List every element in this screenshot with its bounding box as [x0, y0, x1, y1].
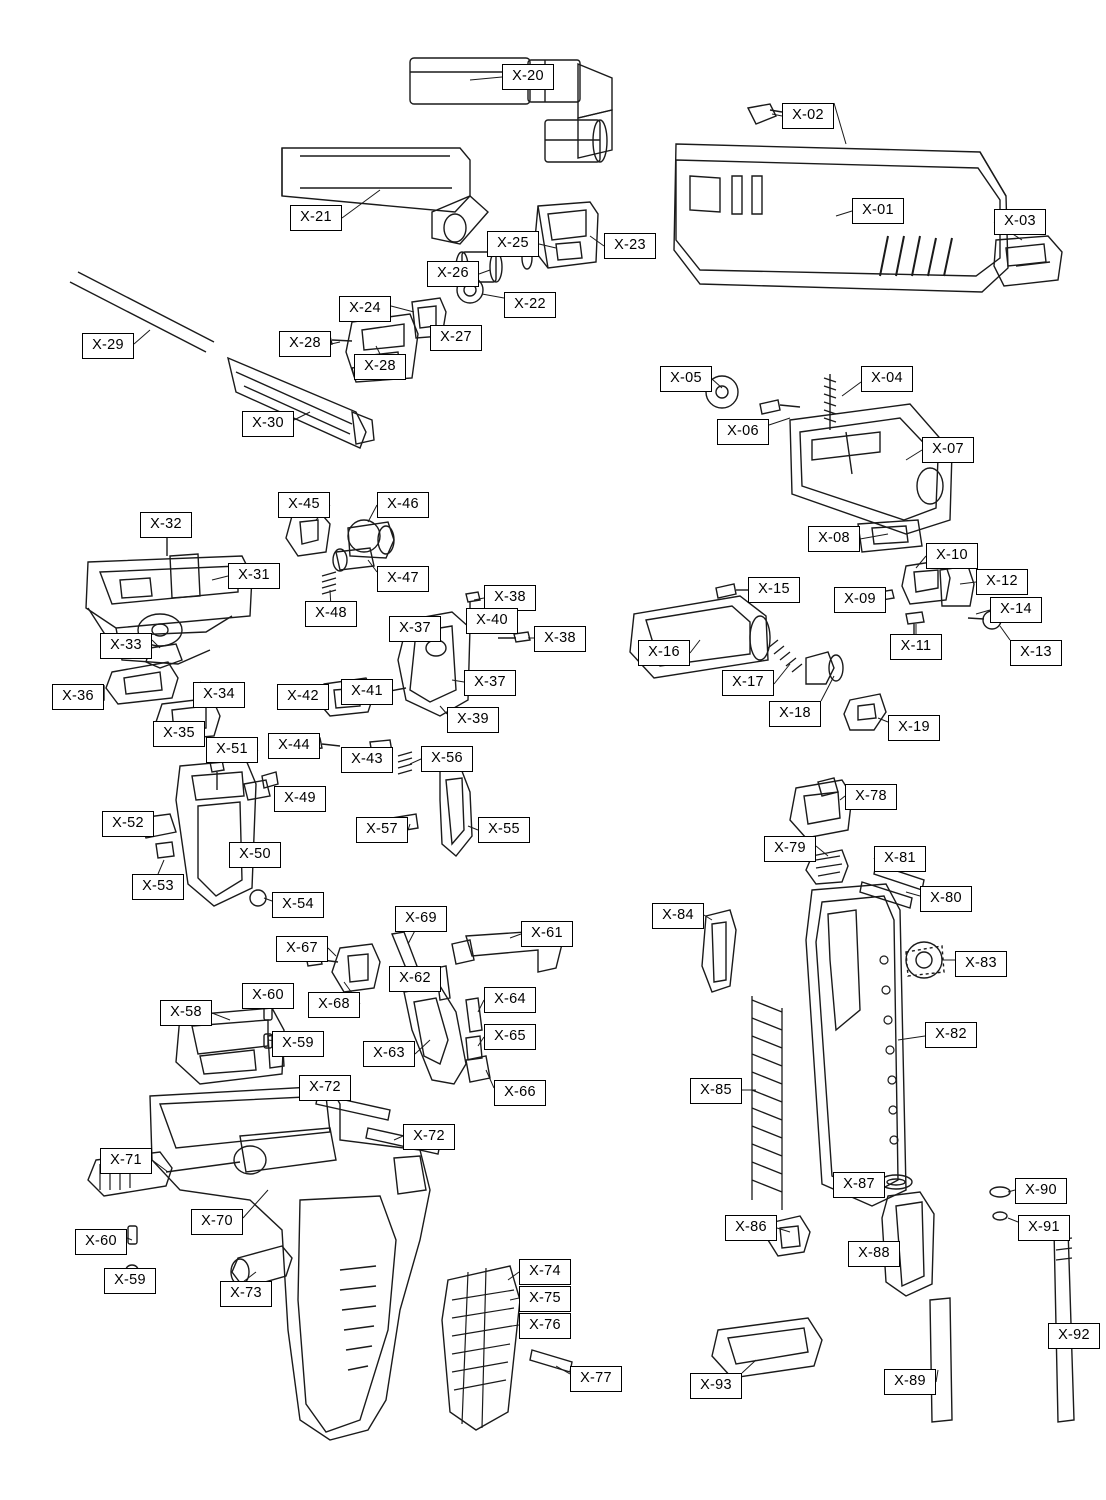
- part-callout-x-68: X-68: [308, 992, 360, 1018]
- part-callout-x-91: X-91: [1018, 1215, 1070, 1241]
- part-callout-x-81: X-81: [874, 846, 926, 872]
- part-callout-x-29: X-29: [82, 333, 134, 359]
- part-callout-x-59: X-59: [104, 1268, 156, 1294]
- part-callout-x-71: X-71: [100, 1148, 152, 1174]
- part-callout-x-40: X-40: [466, 608, 518, 634]
- part-callout-x-85: X-85: [690, 1078, 742, 1104]
- part-callout-x-87: X-87: [833, 1172, 885, 1198]
- part-callout-x-69: X-69: [395, 906, 447, 932]
- part-callout-x-77: X-77: [570, 1366, 622, 1392]
- part-callout-x-11: X-11: [890, 634, 942, 660]
- part-callout-x-58: X-58: [160, 1000, 212, 1026]
- part-callout-x-86: X-86: [725, 1215, 777, 1241]
- part-callout-x-39: X-39: [447, 707, 499, 733]
- part-callout-x-62: X-62: [389, 966, 441, 992]
- part-callout-x-47: X-47: [377, 566, 429, 592]
- part-callout-x-22: X-22: [504, 292, 556, 318]
- part-callout-x-33: X-33: [100, 633, 152, 659]
- part-callout-x-89: X-89: [884, 1369, 936, 1395]
- part-callout-x-08: X-08: [808, 526, 860, 552]
- part-callout-x-30: X-30: [242, 411, 294, 437]
- part-callout-x-15: X-15: [748, 577, 800, 603]
- part-callout-x-27: X-27: [430, 325, 482, 351]
- part-callout-x-82: X-82: [925, 1022, 977, 1048]
- part-callout-x-74: X-74: [519, 1259, 571, 1285]
- part-callout-x-61: X-61: [521, 921, 573, 947]
- part-callout-x-70: X-70: [191, 1209, 243, 1235]
- part-callout-x-60: X-60: [242, 983, 294, 1009]
- part-callout-x-48: X-48: [305, 601, 357, 627]
- part-callout-x-16: X-16: [638, 640, 690, 666]
- part-callout-x-38: X-38: [484, 585, 536, 611]
- part-callout-x-73: X-73: [220, 1281, 272, 1307]
- part-callout-x-72: X-72: [299, 1075, 351, 1101]
- part-callout-x-84: X-84: [652, 903, 704, 929]
- part-callout-x-21: X-21: [290, 205, 342, 231]
- part-callout-x-45: X-45: [278, 492, 330, 518]
- part-callout-x-35: X-35: [153, 721, 205, 747]
- part-callout-x-23: X-23: [604, 233, 656, 259]
- part-callout-x-44: X-44: [268, 733, 320, 759]
- part-callout-x-52: X-52: [102, 811, 154, 837]
- part-callout-x-76: X-76: [519, 1313, 571, 1339]
- part-callout-x-80: X-80: [920, 886, 972, 912]
- part-callout-x-78: X-78: [845, 784, 897, 810]
- part-callout-x-75: X-75: [519, 1286, 571, 1312]
- part-callout-x-46: X-46: [377, 492, 429, 518]
- part-callout-x-41: X-41: [341, 679, 393, 705]
- part-callout-x-56: X-56: [421, 746, 473, 772]
- part-callout-x-18: X-18: [769, 701, 821, 727]
- part-callout-x-28: X-28: [279, 331, 331, 357]
- part-callout-x-32: X-32: [140, 512, 192, 538]
- part-callout-x-49: X-49: [274, 786, 326, 812]
- part-callout-x-34: X-34: [193, 682, 245, 708]
- part-callout-x-93: X-93: [690, 1373, 742, 1399]
- part-callout-x-90: X-90: [1015, 1178, 1067, 1204]
- part-callout-x-31: X-31: [228, 563, 280, 589]
- part-callout-x-59: X-59: [272, 1031, 324, 1057]
- part-callout-x-83: X-83: [955, 951, 1007, 977]
- part-callout-x-01: X-01: [852, 198, 904, 224]
- part-callout-x-72: X-72: [403, 1124, 455, 1150]
- part-callout-x-43: X-43: [341, 747, 393, 773]
- part-callout-x-12: X-12: [976, 569, 1028, 595]
- part-callout-x-04: X-04: [861, 366, 913, 392]
- part-callout-x-57: X-57: [356, 817, 408, 843]
- part-callout-x-25: X-25: [487, 231, 539, 257]
- part-callout-x-67: X-67: [276, 936, 328, 962]
- part-callout-x-54: X-54: [272, 892, 324, 918]
- part-callout-x-55: X-55: [478, 817, 530, 843]
- part-callout-x-42: X-42: [277, 684, 329, 710]
- part-callout-x-37: X-37: [389, 616, 441, 642]
- part-callout-x-07: X-07: [922, 437, 974, 463]
- part-callout-x-88: X-88: [848, 1241, 900, 1267]
- part-callout-x-53: X-53: [132, 874, 184, 900]
- part-callout-x-38: X-38: [534, 626, 586, 652]
- part-callout-x-28: X-28: [354, 354, 406, 380]
- part-callout-x-17: X-17: [722, 670, 774, 696]
- part-callout-x-14: X-14: [990, 597, 1042, 623]
- part-callout-x-26: X-26: [427, 261, 479, 287]
- part-callout-x-50: X-50: [229, 842, 281, 868]
- part-callout-x-13: X-13: [1010, 640, 1062, 666]
- part-callout-x-92: X-92: [1048, 1323, 1100, 1349]
- part-callout-x-60: X-60: [75, 1229, 127, 1255]
- part-callout-x-64: X-64: [484, 987, 536, 1013]
- part-callout-x-03: X-03: [994, 209, 1046, 235]
- part-callout-x-19: X-19: [888, 715, 940, 741]
- part-callout-x-36: X-36: [52, 684, 104, 710]
- part-callout-x-24: X-24: [339, 296, 391, 322]
- part-callout-x-65: X-65: [484, 1024, 536, 1050]
- part-callout-x-06: X-06: [717, 419, 769, 445]
- part-callout-x-51: X-51: [206, 737, 258, 763]
- part-callout-x-05: X-05: [660, 366, 712, 392]
- part-callout-x-37: X-37: [464, 670, 516, 696]
- part-callout-x-09: X-09: [834, 587, 886, 613]
- part-callout-x-10: X-10: [926, 543, 978, 569]
- part-callout-x-79: X-79: [764, 836, 816, 862]
- part-callout-x-63: X-63: [363, 1041, 415, 1067]
- part-callout-x-66: X-66: [494, 1080, 546, 1106]
- part-callout-x-20: X-20: [502, 64, 554, 90]
- part-callout-x-02: X-02: [782, 103, 834, 129]
